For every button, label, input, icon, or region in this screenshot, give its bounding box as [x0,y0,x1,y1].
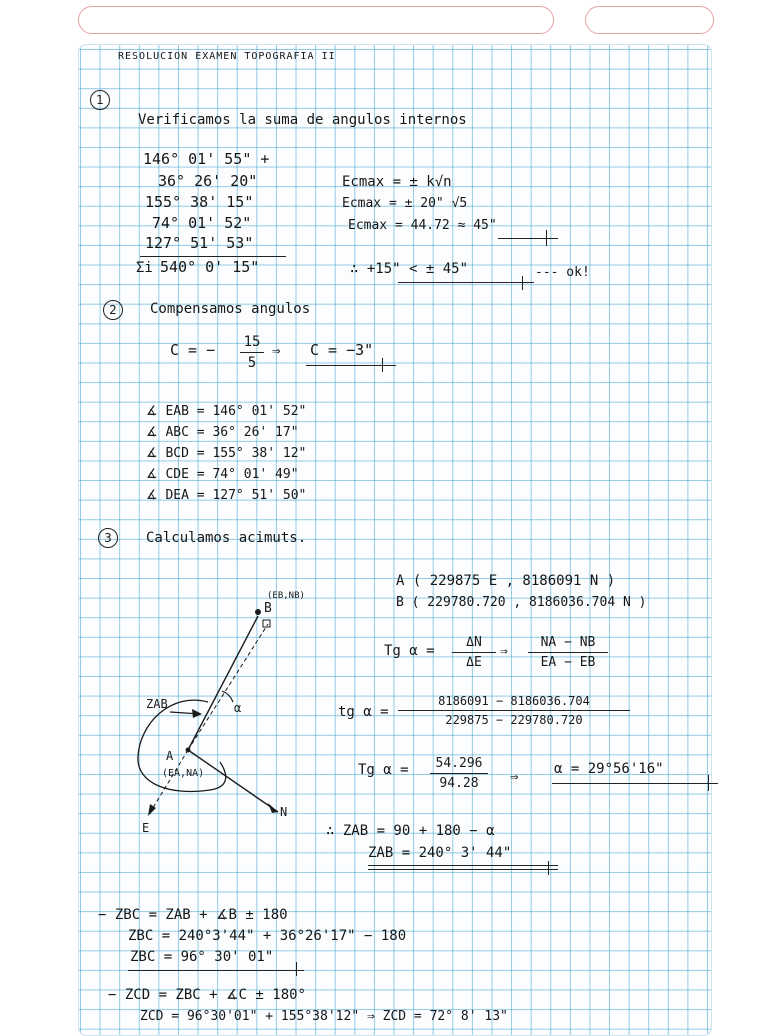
angle-3: 155° 38' 15" [145,193,254,211]
tg2-lhs: tg α = [338,704,389,720]
ok-mark: --- ok! [535,265,590,280]
tg-lhs: Tg α = [384,643,435,659]
label-n: N [280,805,288,819]
zbc-result: ZBC = 96° 30' 01" [130,949,274,965]
tg-fraction-1 [452,635,496,670]
angle-4: 74° 01' 52" [152,214,252,232]
conclusion-underline [398,282,534,283]
compensated-dea: ∡ DEA = 127° 51' 50" [146,488,307,503]
section-3-heading: Calculamos acimuts. [146,530,307,546]
c-lhs: C = − [170,341,216,359]
label-e: E [142,821,150,834]
label-alpha: α [234,701,242,715]
zab-underline-2 [368,869,558,870]
zcd-formula: − ZCD = ZBC + ∡C ± 180° [108,987,306,1003]
section-1-heading: Verificamos la suma de angulos internos [138,112,467,128]
zab-result: ZAB = 240° 3' 44" [368,845,512,861]
tg2-denominator: 229875 − 229780.720 [445,713,583,728]
tg3-arrow: ⇒ [510,769,519,785]
zab-formula: ∴ ZAB = 90 + 180 − α [326,823,495,839]
c-numerator: 15 [243,334,261,350]
zbc-formula: − ZBC = ZAB + ∡B ± 180 [98,907,288,923]
header-field-right [585,6,714,34]
formula-ecmax-1: Ecmax = ± k√n [342,174,452,190]
angle-5: 127° 51' 53" [145,234,254,252]
header-field-left [78,6,554,34]
formula-ecmax-2: Ecmax = ± 20" √5 [342,196,468,211]
label-b-coords: (EB,NB) [267,591,305,601]
point-a [186,748,191,753]
tg-fraction-2 [528,635,608,670]
section-1-number: 1 [90,90,110,110]
section-2-heading: Compensamos angulos [150,301,311,317]
arrow-e [148,804,156,816]
tg3-lhs: Tg α = [358,762,409,778]
zbc-substitution: ZBC = 240°3'44" + 36°26'17" − 180 [128,928,407,944]
na-nb: NA − NB [540,635,596,650]
coord-b: B ( 229780.720 , 8186036.704 N ) [396,595,647,610]
formula-ecmax-3: Ecmax = 44.72 ≈ 45" [348,218,497,233]
zab-underline-1 [368,865,558,866]
label-b: B [264,601,272,616]
section-2-number: 2 [103,300,123,320]
conclusion: ∴ +15" < ± 45" [350,261,469,277]
tg-arrow: ⇒ [500,644,508,659]
tg2-numerator: 8186091 − 8186036.704 [438,694,590,708]
compensated-cde: ∡ CDE = 74° 01' 49" [146,467,299,482]
compensated-eab: ∡ EAB = 146° 01' 52" [146,404,307,419]
tg-fraction-3 [398,694,630,727]
angle-1: 146° 01' 55" + [143,150,270,168]
label-a: A [166,749,174,763]
label-a-coords: (EA,NA) [162,768,205,779]
sum-value: 540° 0' 15" [160,258,260,276]
alpha-result: α = 29°56'16" [554,761,664,777]
azimuth-diagram [130,584,330,834]
line-ab [188,616,258,750]
line-ab-north [188,624,268,750]
ea-eb: EA − EB [540,655,596,671]
alpha-tick [708,775,709,791]
ecmax-tick [546,230,547,246]
tg3-numerator: 54.296 [435,756,483,771]
c-denominator: 5 [247,355,257,372]
arrow-n [268,803,278,813]
line-n [188,750,278,812]
compensated-bcd: ∡ BCD = 155° 38' 12" [146,446,307,461]
zab-tick [548,861,549,875]
compensated-abc: ∡ ABC = 36° 26' 17" [146,425,299,440]
c-fraction [240,334,264,371]
right-angle-mark [263,620,270,627]
conclusion-tick [522,276,523,290]
page-title: RESOLUCION EXAMEN TOPOGRAFIA II [118,51,336,62]
section-3-number: 3 [98,528,118,548]
ecmax-underline [498,238,558,239]
zbc-tick [296,962,297,976]
point-b [255,609,261,615]
zab-arrow-head [192,709,202,718]
angle-2: 36° 26' 20" [158,172,258,190]
c-arrow: ⇒ [272,343,281,359]
delta-e: ΔE [466,655,482,671]
alpha-arc [222,691,233,702]
c-result: C = −3" [310,341,374,359]
alpha-underline [552,783,718,784]
sum-label: Σi [136,260,153,276]
label-zab: ZAB [146,697,168,711]
delta-n: ΔN [466,635,482,650]
tg-fraction-4 [430,756,488,791]
zcd-substitution: ZCD = 96°30'01" + 155°38'12" ⇒ ZCD = 72° 8' 13" [140,1009,508,1024]
zbc-underline [128,970,304,971]
c-tick [382,358,383,372]
tg3-denominator: 94.28 [439,776,479,792]
coord-a: A ( 229875 E , 8186091 N ) [396,573,616,589]
